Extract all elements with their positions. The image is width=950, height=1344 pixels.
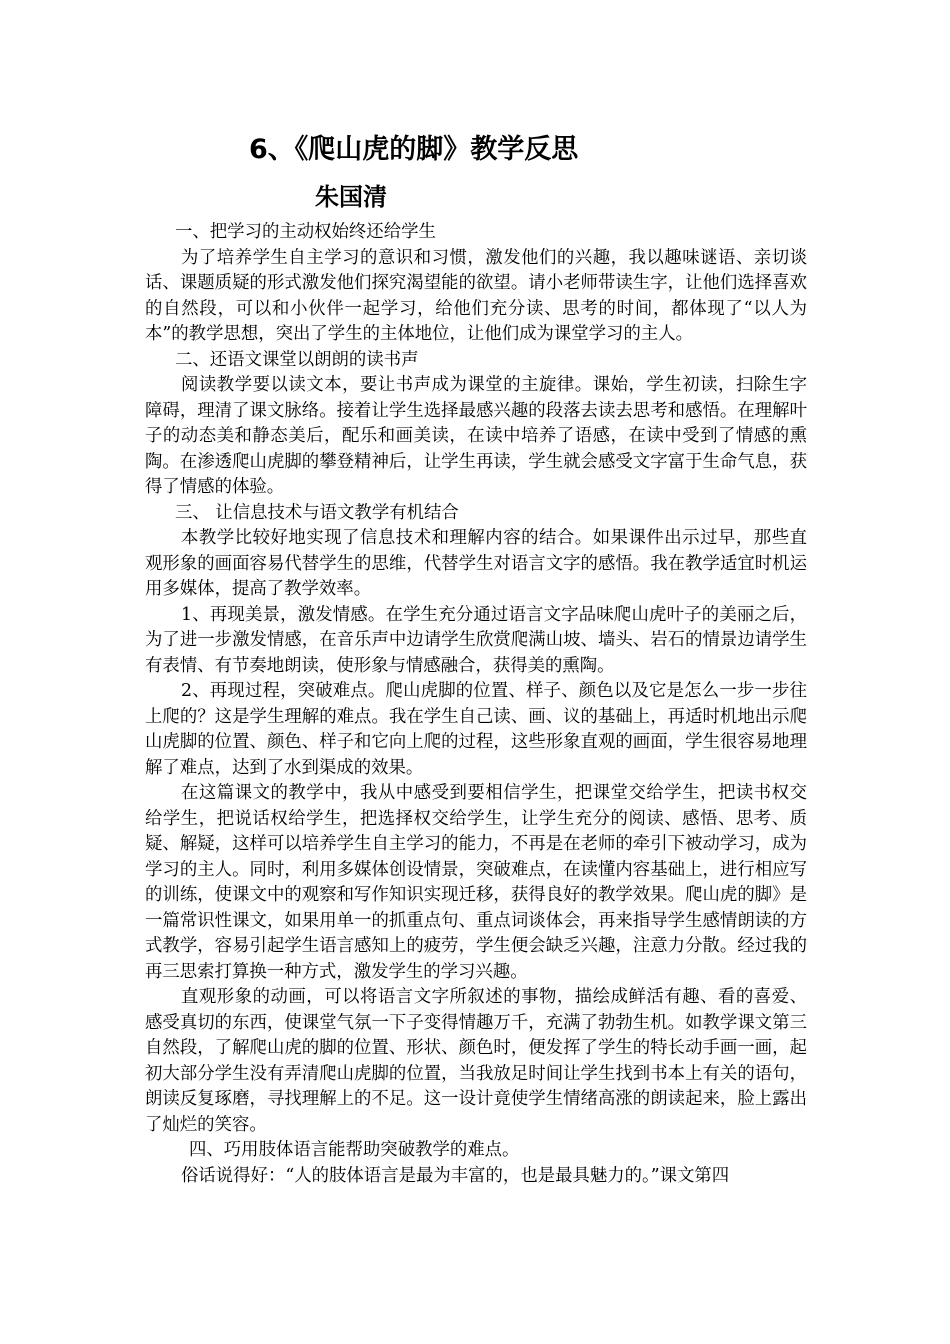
section-heading-1: 一、把学习的主动权始终还给学生 <box>175 222 436 242</box>
body-paragraph: 阅读教学要以读文本，要让书声成为课堂的主旋律。课始，学生初读，扫除生字障碍，理清了课文脉络。接着让学生选择最感兴趣的段落去读去思考和感悟。在理解叶子的动态美和静态美后，配乐和画美读，在读中培养了语感，在读中受到了情感的熏陶。在渗透爬山虎脚的攀登精神后，让学生再读，学生就会感受文字富于生命气息，获得了情感的体验。 <box>145 375 807 497</box>
body-paragraph: 俗话说得好：“人的肢体语言是最为丰富的，也是最具魅力的。”课文第四 <box>181 1165 730 1186</box>
section-heading-2: 二、还语文课堂以朗朗的读书声 <box>175 349 419 370</box>
section-heading-3: 三、 让信息技术与语文教学有机结合 <box>175 502 459 523</box>
body-paragraph: 在这篇课文的教学中，我从中感受到要相信学生，把课堂交给学生，把读书权交给学生，把说话权给学生，把选择权交给学生，让学生充分的阅读、感悟、思考、质疑、解疑，这样可以培养学生自主学习的能力，不再是在老师的牵引下被动学习，成为学习的主人。同时，利用多媒体创设情景，突破难点，在读懂内容基础上，进行相应写的训练，使课文中的观察和写作知识实现迁移，获得良好的教学效果。爬山虎的脚》是一篇常识性课文，如果用单一的抓重点句、重点词谈体会，再来指导学生感情朗读的方式教学，容易引起学生语言感知上的疲劳，学生便会缺乏兴趣，注意力分散。经过我的再三思索打算换一种方式，激发学生的学习兴趣。 <box>145 783 807 982</box>
body-paragraph: 2、再现过程，突破难点。爬山虎脚的位置、样子、颜色以及它是怎么一步一步往上爬的？这是学生理解的难点。我在学生自己读、画、议的基础上，再适时机地出示爬山虎脚的位置、颜色、样子和它向上爬的过程，这些形象直观的画面，学生很容易地理解了难点，达到了水到渠成的效果。 <box>145 681 807 778</box>
document-title: 6、《爬山虎的脚》教学反思 <box>249 134 579 165</box>
body-paragraph: 为了培养学生自主学习的意识和习惯，激发他们的兴趣，我以趣味谜语、亲切谈话、课题质疑的形式激发他们探究渴望能的欲望。请小老师带读生字，让他们选择喜欢的自然段，可以和小伙伴一起学习，给他们充分读、思考的时间，都体现了“以人为本”的教学思想，突出了学生的主体地位，让他们成为课堂学习的主人。 <box>145 247 807 344</box>
section-heading-4: 四、巧用肢体语言能帮助突破教学的难点。 <box>189 1140 520 1160</box>
body-paragraph: 本教学比较好地实现了信息技术和理解内容的结合。如果课件出示过早，那些直观形象的画面容易代替学生的思维，代替学生对语言文字的感悟。我在教学适宜时机运用多媒体，提高了教学效率。 <box>145 528 807 599</box>
document-author: 朱国清 <box>315 183 387 211</box>
document-page <box>145 130 807 1189</box>
body-paragraph: 直观形象的动画，可以将语言文字所叙述的事物，描绘成鲜活有趣、看的喜爱、感受真切的东西，使课堂气氛一下子变得情趣万千，充满了勃勃生机。如教学课文第三自然段，了解爬山虎的脚的位置、形状、颜色时，便发挥了学生的特长动手画一画，起初大部分学生没有弄清爬山虎脚的位置，当我放足时间让学生找到书本上有关的语句，朗读反复琢磨，寻找理解上的不足。这一设计竟使学生情绪高涨的朗读起来，脸上露出了灿烂的笑容。 <box>145 987 807 1135</box>
body-paragraph: 1、再现美景，激发情感。在学生充分通过语言文字品味爬山虎叶子的美丽之后，为了进一步激发情感，在音乐声中边请学生欣赏爬满山坡、墙头、岩石的情景边请学生有表情、有节奏地朗读，使形象与情感融合，获得美的熏陶。 <box>145 604 807 676</box>
